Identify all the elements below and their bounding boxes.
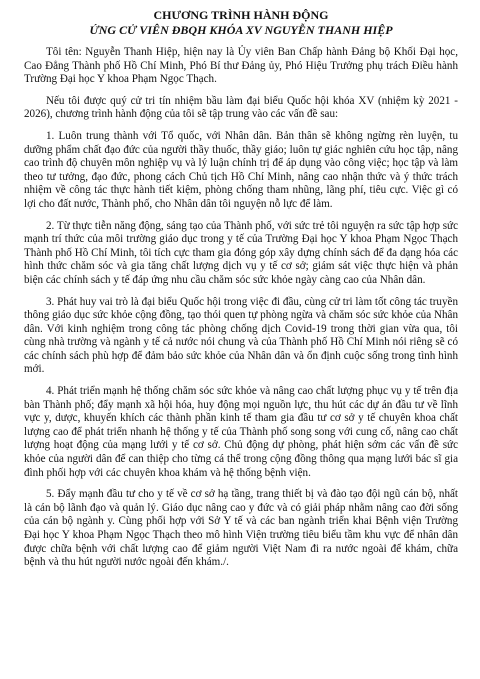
paragraph-item-2: 2. Từ thực tiễn năng động, sáng tạo của Thành phố, với sức trẻ tôi nguyện ra sức tập hợp sức mạnh trí thức của môi trường giáo dục trong y tế của Trường Đại học Y khoa Phạm Ngọc Thạch Thành phố Hồ Chí Minh, tôi tích cực tham gia đóng góp xây dựng chính sách để đa dạng hóa các hình thức chăm sóc và gia tăng chất lượng dịch vụ y tế cơ sở; giám sát việc thực hiện và phản biện các chính sách y tế đáp ứng nhu cầu chăm sóc sức khỏe ngày càng cao của Nhân dân. (24, 219, 458, 286)
document-body (24, 46, 458, 570)
paragraph-item-3: 3. Phát huy vai trò là đại biểu Quốc hội trong việc đi đầu, cùng cử tri làm tốt công tác truyền thông giáo dục sức khỏe cộng đồng, tạo thói quen tự phòng ngừa và chăm sóc sức khỏe của Nhân dân. Với kinh nghiệm trong công tác phòng chống dịch Covid-19 trong thời gian vừa qua, tôi cùng nhà trường và ngành y tế cả nước nói chung và của Thành phố Hồ Chí Minh nói riêng sẽ có các chính sách phù hợp để đảm bảo sức khỏe của Nhân dân và ổn định cuộc sống trong tình hình mới. (24, 295, 458, 376)
paragraph-item-1: 1. Luôn trung thành với Tổ quốc, với Nhân dân. Bản thân sẽ không ngừng rèn luyện, tu dưỡng phẩm chất đạo đức của người thầy thuốc, thầy giáo; luôn tự giác nghiên cứu học tập, nâng cao trình độ chuyên môn nghiệp vụ và lý luận chính trị để áp dụng vào công việc; học tập và làm theo tư tưởng, đạo đức, phong cách Chủ tịch Hồ Chí Minh, nâng cao nhận thức và ý thức trách nhiệm về công tác thực hành tiết kiệm, phòng chống tham nhũng, lãng phí, tiêu cực. Việc gì có lợi cho đất nước, Thành phố, cho Nhân dân tôi nguyện nỗ lực để làm. (24, 129, 458, 210)
paragraph-item-5: 5. Đẩy mạnh đầu tư cho y tế về cơ sở hạ tầng, trang thiết bị và đào tạo đội ngũ cán bộ, nhất là cán bộ lãnh đạo và quản lý. Giáo dục nâng cao y đức và có giải pháp nhằm nâng cao đời sống của cán bộ ngành y. Cùng phối hợp với Sở Y tế và các ban ngành triển khai Bệnh viện Trường Đại học Y khoa Phạm Ngọc Thạch theo mô hình Viện trường tiêu biểu tầm khu vực để nhân dân được chữa bệnh với chất lượng cao để giảm người Việt Nam đi ra nước ngoài để khám, chữa bệnh và thu hút người nước ngoài đến khám./. (24, 488, 458, 569)
paragraph-preface: Nếu tôi được quý cử tri tín nhiệm bầu làm đại biểu Quốc hội khóa XV (nhiệm kỳ 2021 - 2026), chương trình hành động của tôi sẽ tập trung vào các vấn đề sau: (24, 94, 458, 121)
paragraph-item-4: 4. Phát triển mạnh hệ thống chăm sóc sức khỏe và nâng cao chất lượng phục vụ y tế trên địa bàn Thành phố; đẩy mạnh xã hội hóa, huy động mọi nguồn lực, thu hút các dự án đầu tư về lĩnh vực y, dược, khuyến khích các thành phần kinh tế tham gia đầu tư cơ sở y tế chuyên khoa chất lượng cao để phát triển nhanh hệ thống y tế của Thành phố song song với cung cố, nâng cao chất lượng hoạt động của mạng lưới y tế cơ sở. Chủ động dự phòng, phát hiện sớm các vấn đề sức khỏe của người dân để can thiệp cho từng cá thể trong cộng đồng thông qua mạng lưới bác sĩ gia đình phối hợp với các chuyên khoa khám và hệ thống bệnh viện. (24, 385, 458, 479)
document-title: CHƯƠNG TRÌNH HÀNH ĐỘNG (153, 8, 329, 22)
document-subtitle: ỨNG CỬ VIÊN ĐBQH KHÓA XV NGUYỄN THANH HIỆP (89, 23, 393, 37)
paragraph-intro: Tôi tên: Nguyễn Thanh Hiệp, hiện nay là Ủy viên Ban Chấp hành Đảng bộ Khối Đại học, Cao Đẳng Thành phố Hồ Chí Minh, Phó Bí thư Đảng ủy, Phó Hiệu Trưởng phụ trách Điều hành Trường Đại học Y khoa Phạm Ngọc Thạch. (24, 46, 458, 86)
document-page (24, 8, 458, 673)
